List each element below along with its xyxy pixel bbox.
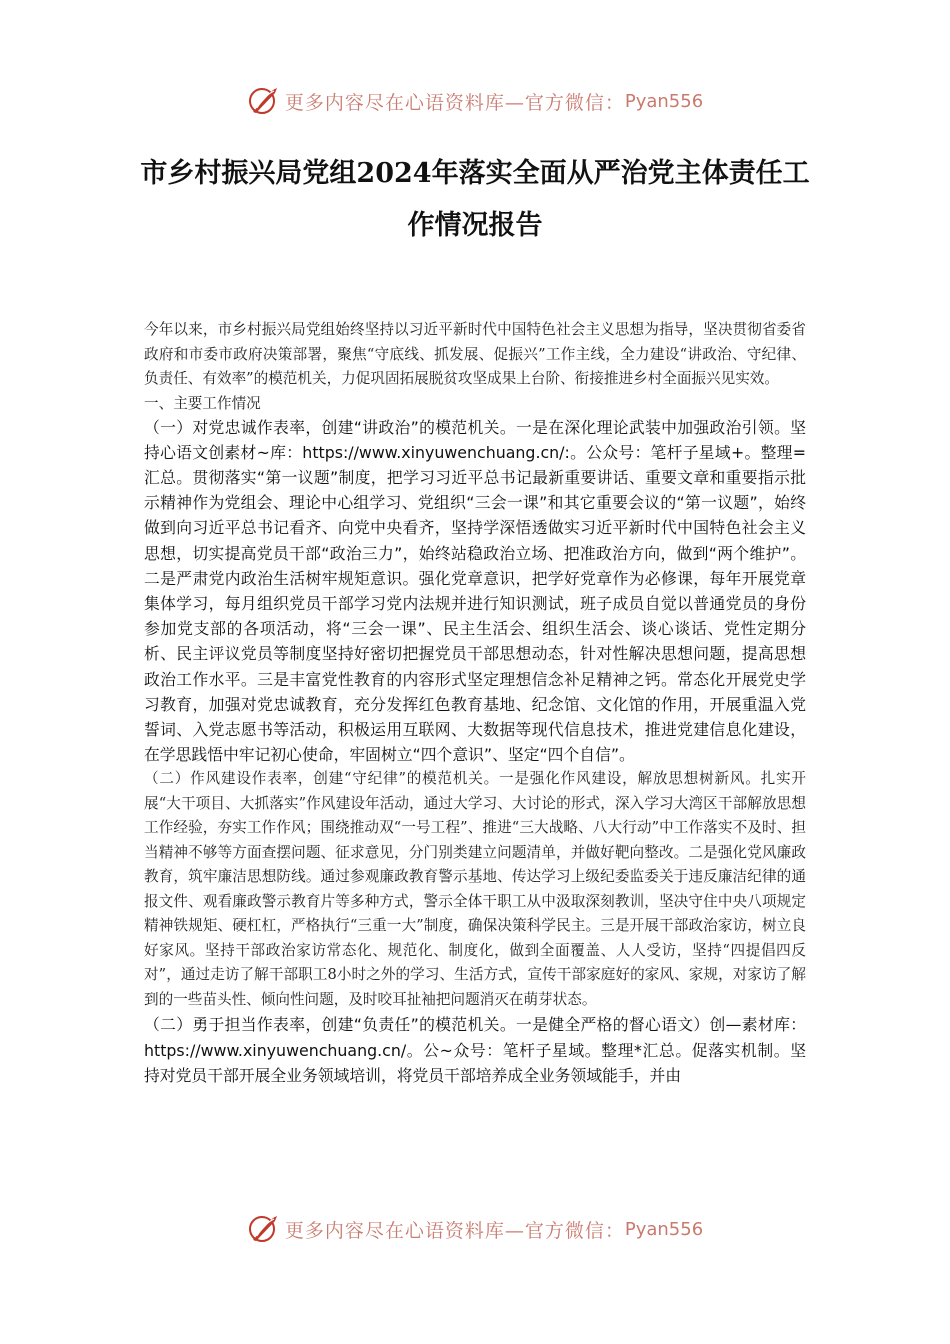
section-heading: 一、主要工作情况: [144, 394, 261, 412]
watermark-text: 更多内容尽在心语资料库—官方微信：: [284, 91, 625, 114]
paragraph-work-style: （二）作风建设作表率，创建“守纪律”的模范机关。一是强化作风建设，解放思想树新风。扎实开展“大干项目、大抓落实”作风建设年活动，通过大学习、大讨论的形式，深入学习大湾区干部解放思想工作经验，夯实工作作风；围绕推动双“一号工程”、推进“三大战略、八大行动”中工作落实不及时、担当精神不够等方面查摆问题、征求意见，分门别类建立问题清单，并做好靶向整改。二是强化党风廉政教育，筑牢廉洁思想防线。通过参观廉政教育警示基地、传达学习上级纪委监委关于违反廉洁纪律的通报文件、观看廉政警示教育片等多种方式，警示全体干职工从中汲取深刻教训，坚决守住中央八项规定精神铁规矩、硬杠杠，严格执行“三重一大”制度，确保决策科学民主。三是开展干部政治家访，树立良好家风。坚持干部政治家访常态化、规范化、制度化，做到全面覆盖、人人受访，坚持“四提倡四反对”，通过走访了解干部职工8小时之外的学习、生活方式，宣传干部家庭好的家风、家规，对家访了解到的一些苗头性、倾向性问题，及时咬耳扯袖把问题消灭在萌芽状态。: [144, 770, 806, 1008]
watermark-handle: Pyan556: [624, 90, 704, 112]
header-watermark: [0, 84, 950, 118]
paragraph-responsibility: （二）勇于担当作表率，创建“负责任”的模范机关。一是健全严格的督心语文）创—素材库：https://www.xinyuwenchuang.cn/。公~众号：笔杆子星域。整理*汇总。促落实机制。坚持对党员干部开展全业务领域培训，将党员干部培养成全业务领域能手，并由: [144, 1015, 806, 1085]
watermark-text: 更多内容尽在心语资料库—官方微信：: [284, 1219, 625, 1242]
watermark-handle: Pyan556: [624, 1218, 704, 1240]
footer-watermark: [0, 1212, 950, 1246]
intro-paragraph: 今年以来，市乡村振兴局党组始终坚持以习近平新时代中国特色社会主义思想为指导，坚决贯彻省委省政府和市委市政府决策部署，聚焦“守底线、抓发展、促振兴”工作主线，全力建设“讲政治、守纪律、负责任、有效率”的模范机关，力促巩固拓展脱贫攻坚成果上台阶、衔接推进乡村全面振兴见实效。: [144, 321, 806, 387]
feather-pen-logo-icon: [247, 1212, 281, 1246]
document-body: [144, 318, 806, 1088]
feather-pen-logo-icon: [247, 84, 281, 118]
paragraph-political-loyalty: （一）对党忠诚作表率，创建“讲政治”的模范机关。一是在深化理论武装中加强政治引领。坚持心语文创素材~库：https://www.xinyuwenchuang.cn/:。公众号：笔杆子星域+。整理=汇总。贯彻落实“第一议题”制度，把学习习近平总书记最新重要讲话、重要文章和重要指示批示精神作为党组会、理论中心组学习、党组织“三会一课”和其它重要会议的“第一议题”，始终做到向习近平总书记看齐、向党中央看齐，坚持学深悟透做实习近平新时代中国特色社会主义思想，切实提高党员干部“政治三力”，始终站稳政治立场、把准政治方向，做到“两个维护”。二是严肃党内政治生活树牢规矩意识。强化党章意识，把学好党章作为必修课，每年开展党章集体学习，每月组织党员干部学习党内法规并进行知识测试，班子成员自觉以普通党员的身份参加党支部的各项活动，将“三会一课”、民主生活会、组织生活会、谈心谈话、党性定期分析、民主评议党员等制度坚持好密切把握党员干部思想动态，针对性解决思想问题，提高思想政治工作水平。三是丰富党性教育的内容形式坚定理想信念补足精神之钙。常态化开展党史学习教育，加强对党忠诚教育，充分发挥红色教育基地、纪念馆、文化馆的作用，开展重温入党誓词、入党志愿书等活动，积极运用互联网、大数据等现代信息技术，推进党建信息化建设，在学思践悟中牢记初心使命，牢固树立“四个意识”、坚定“四个自信”。: [144, 417, 806, 765]
document-title: 市乡村振兴局党组2024年落实全面从严治党主体责任工作情况报告: [140, 158, 810, 241]
